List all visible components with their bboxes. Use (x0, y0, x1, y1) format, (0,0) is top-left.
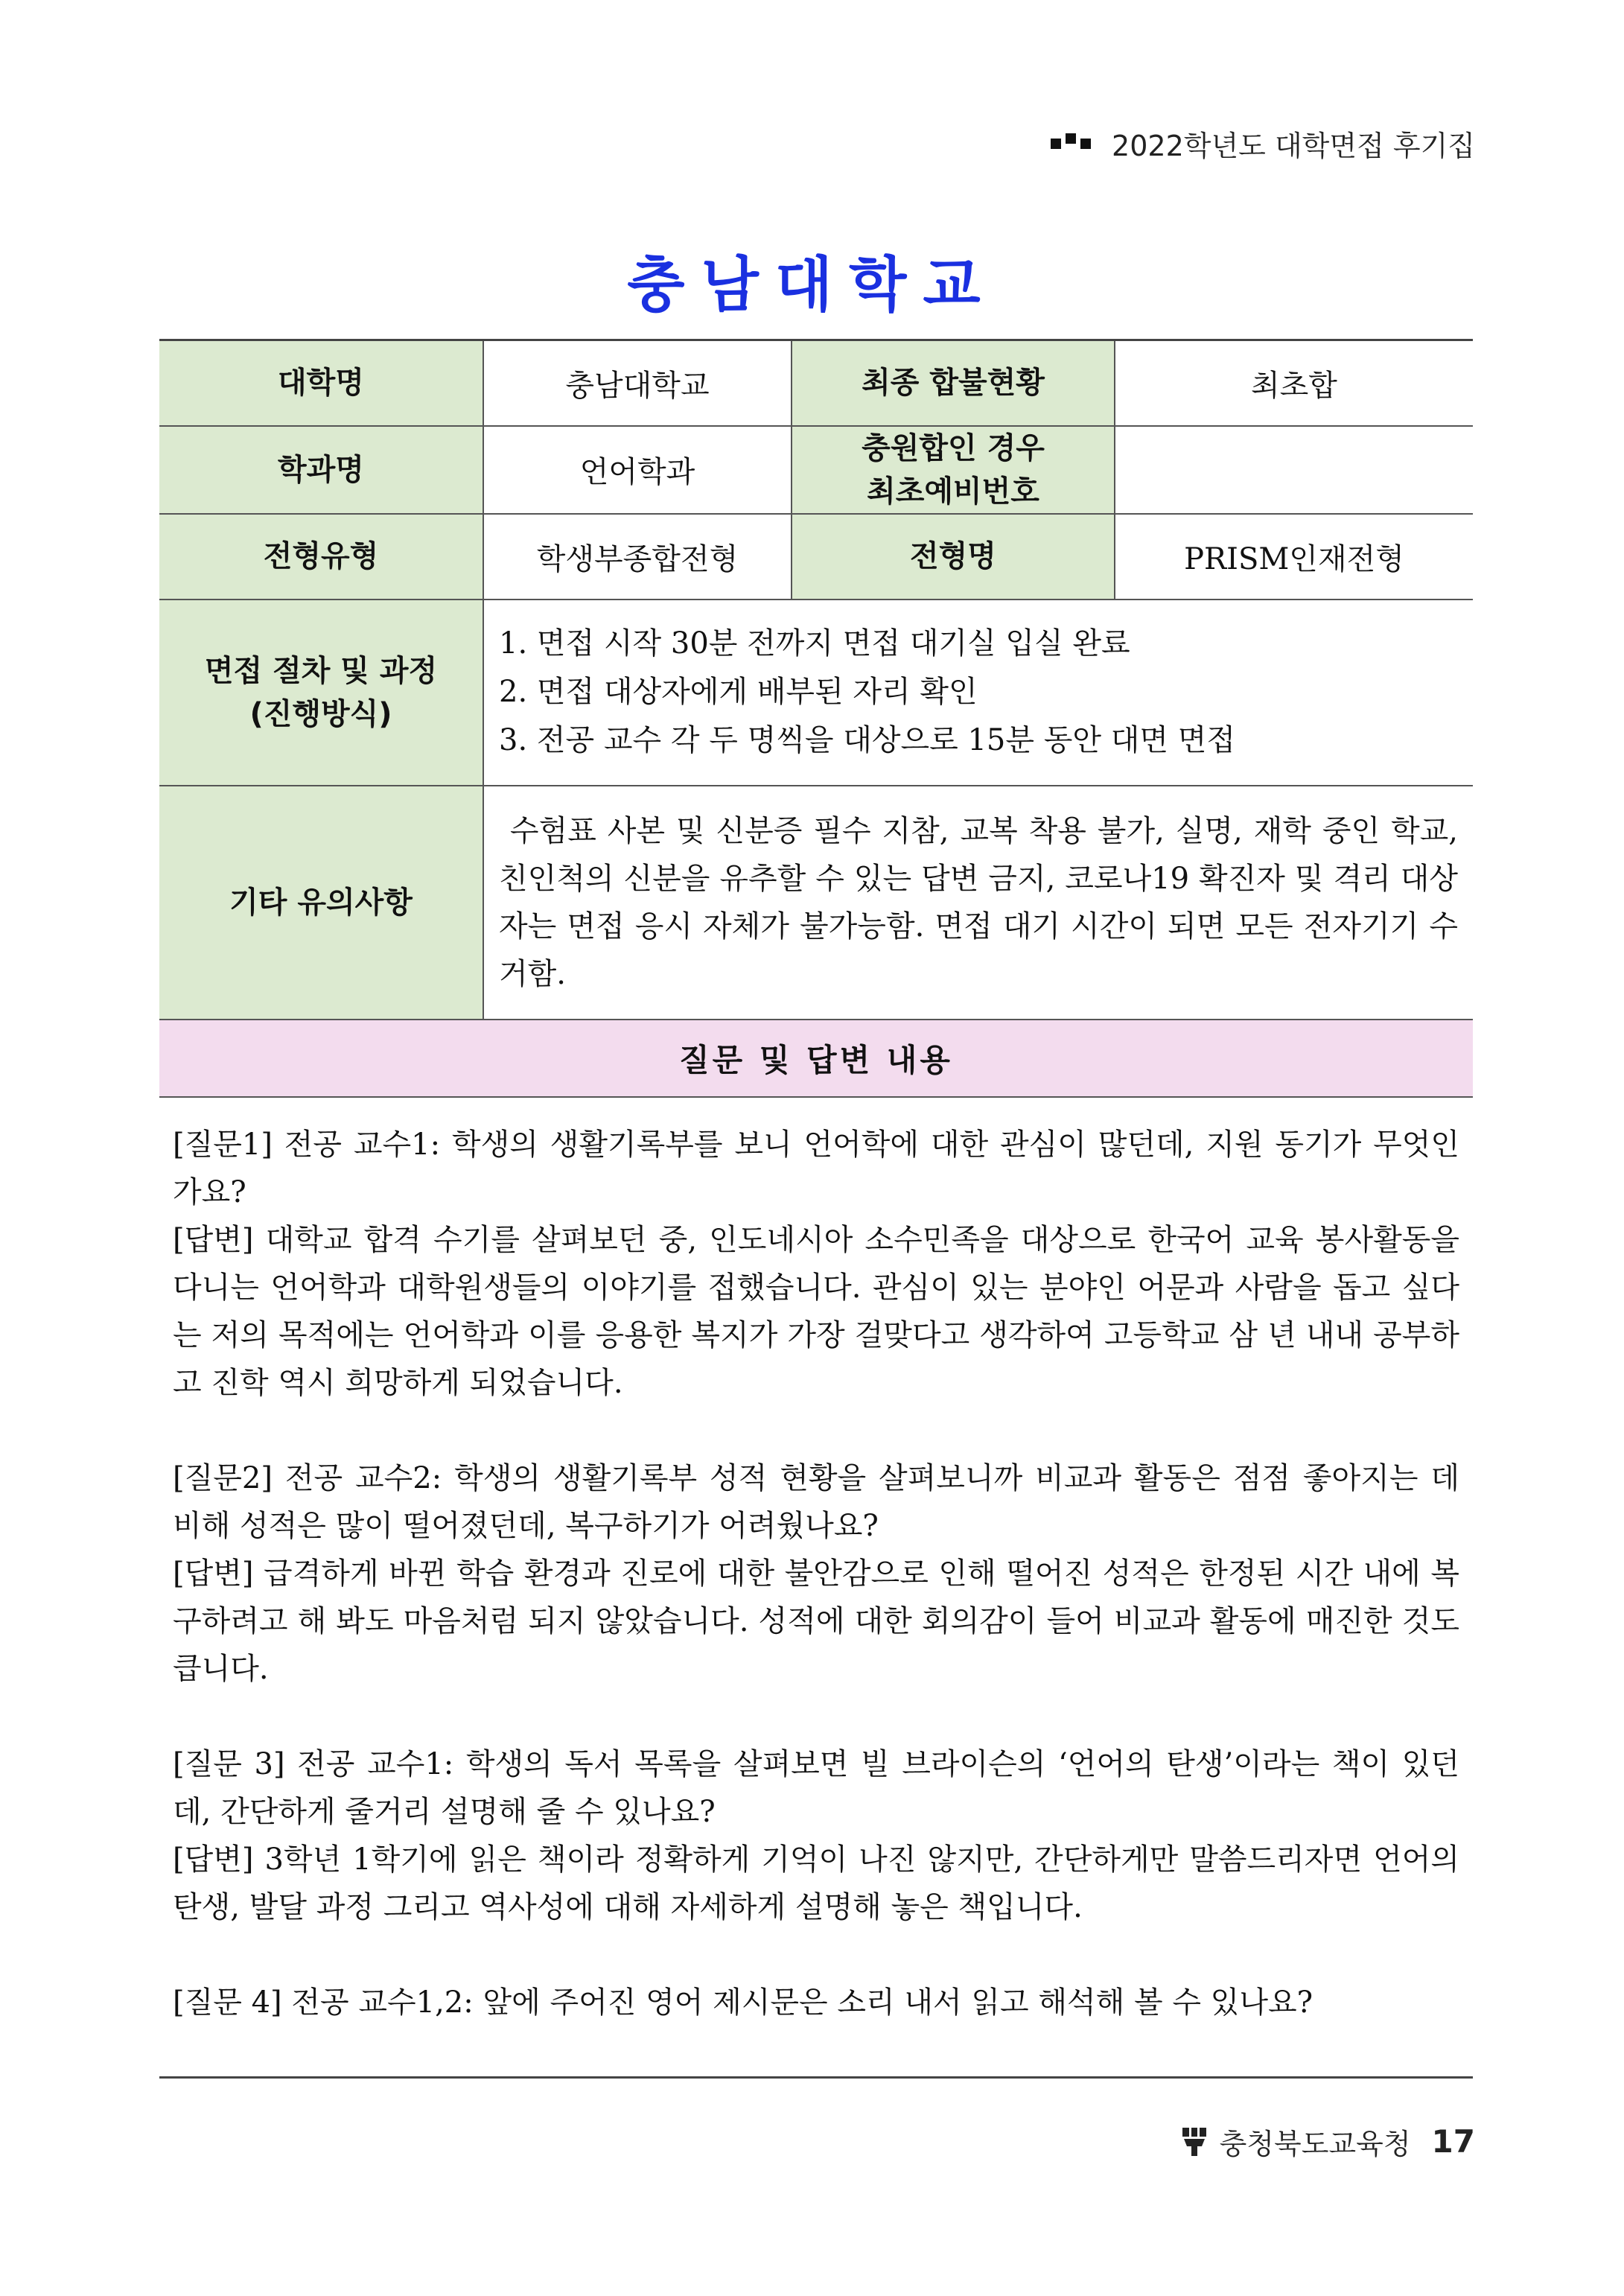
question-text: [질문 4] 전공 교수1,2: 앞에 주어진 영어 제시문은 소리 내서 읽고 해석해 볼 수 있나요? (173, 1985, 1313, 2020)
header-text: 2022학년도 대학면접 후기집 (1112, 130, 1475, 162)
qa-block (173, 1979, 1459, 2026)
qa-block (173, 1740, 1459, 1931)
info-table (159, 339, 1473, 1098)
department-value: 언어학과 (483, 426, 792, 514)
admission-name-value: PRISM인재전형 (1115, 514, 1473, 600)
page-number: 17 (1431, 2123, 1475, 2160)
procedure-item: 1. 면접 시작 30분 전까지 면접 대기실 입실 완료 (499, 626, 1130, 661)
waitlist-value (1115, 426, 1473, 514)
waitlist-label-line1: 충원합인 경우 (862, 430, 1045, 465)
university-label: 대학명 (159, 340, 483, 426)
page-footer (1179, 2121, 1475, 2162)
answer-text: [답변] 급격하게 바뀐 학습 환경과 진로에 대한 불안감으로 인해 떨어진 성적은 한정된 시간 내에 복구하려고 해 봐도 마음처럼 되지 않았습니다. 성적에 대한 회의감이 들어 비교과 활동에 매진한 것도 큽니다. (173, 1556, 1459, 1686)
qa-block (173, 1121, 1459, 1407)
table-row (159, 514, 1473, 600)
answer-text: [답변] 대학교 합격 수기를 살펴보던 중, 인도네시아 소수민족을 대상으로 한국어 교육 봉사활동을 다니는 언어학과 대학원생들의 이야기를 접했습니다. 관심이 있는 분야인 어문과 사람을 돕고 싶다는 저의 목적에는 언어학과 이를 응용한 복지가 가장 걸맞다고 생각하여 고등학교 삼 년 내내 공부하고 진학 역시 희망하게 되었습니다. (173, 1223, 1459, 1400)
question-text: [질문 3] 전공 교수1: 학생의 독서 목록을 살펴보면 빌 브라이슨의 ‘언어의 탄생’이라는 책이 있던데, 간단하게 줄거리 설명해 줄 수 있나요? (173, 1747, 1459, 1829)
notes-value (483, 786, 1473, 1020)
answer-text: [답변] 3학년 1학기에 읽은 책이라 정확하게 기억이 나진 않지만, 간단하게만 말씀드리자면 언어의 탄생, 발달 과정 그리고 역사성에 대해 자세하게 설명해 놓은 책입니다. (173, 1842, 1459, 1924)
waitlist-label-line2: 최초예비번호 (867, 474, 1039, 509)
education-office-emblem-icon (1179, 2126, 1209, 2157)
department-label: 학과명 (159, 426, 483, 514)
question-text: [질문2] 전공 교수2: 학생의 생활기록부 성적 현황을 살펴보니까 비교과 활동은 점점 좋아지는 데 비해 성적은 많이 떨어졌던데, 복구하기가 어려웠나요? (173, 1461, 1459, 1543)
procedure-label-line2: (진행방식) (249, 696, 392, 731)
admission-type-value: 학생부종합전형 (483, 514, 792, 600)
table-row (159, 1020, 1473, 1097)
question-text: [질문1] 전공 교수1: 학생의 생활기록부를 보니 언어학에 대한 관심이 많던데, 지원 동기가 무엇인가요? (173, 1128, 1459, 1209)
result-label: 최종 합불현황 (792, 340, 1115, 426)
university-value: 충남대학교 (483, 340, 792, 426)
table-row (159, 600, 1473, 786)
page-title: 충남대학교 (627, 250, 997, 319)
qa-block (173, 1454, 1459, 1693)
procedure-label-line1: 면접 절차 및 과정 (204, 653, 438, 688)
qa-section (173, 1121, 1459, 2074)
notes-text: 수험표 사본 및 신분증 필수 지참, 교복 착용 불가, 실명, 재학 중인 학교, 친인척의 신분을 유추할 수 있는 답변 금지, 코로나19 확진자 및 격리 대상자는 면접 응시 자체가 불가능함. 면접 대기 시간이 되면 모든 전자기기 수거함. (499, 813, 1459, 991)
procedure-label (159, 600, 483, 786)
waitlist-label (792, 426, 1115, 514)
bottom-divider (159, 2076, 1473, 2079)
qa-header: 질문 및 답변 내용 (159, 1020, 1473, 1097)
table-row (159, 340, 1473, 426)
table-row (159, 426, 1473, 514)
running-header (1051, 123, 1475, 164)
notes-label: 기타 유의사항 (159, 786, 483, 1020)
admission-type-label: 전형유형 (159, 514, 483, 600)
square-dots-icon (1051, 139, 1095, 149)
procedure-list (483, 600, 1473, 786)
footer-org: 충청북도교육청 (1219, 2128, 1411, 2160)
procedure-item: 2. 면접 대상자에게 배부된 자리 확인 (499, 675, 978, 709)
result-value: 최초합 (1115, 340, 1473, 426)
admission-name-label: 전형명 (792, 514, 1115, 600)
procedure-item: 3. 전공 교수 각 두 명씩을 대상으로 15분 동안 대면 면접 (499, 723, 1236, 757)
table-row (159, 786, 1473, 1020)
